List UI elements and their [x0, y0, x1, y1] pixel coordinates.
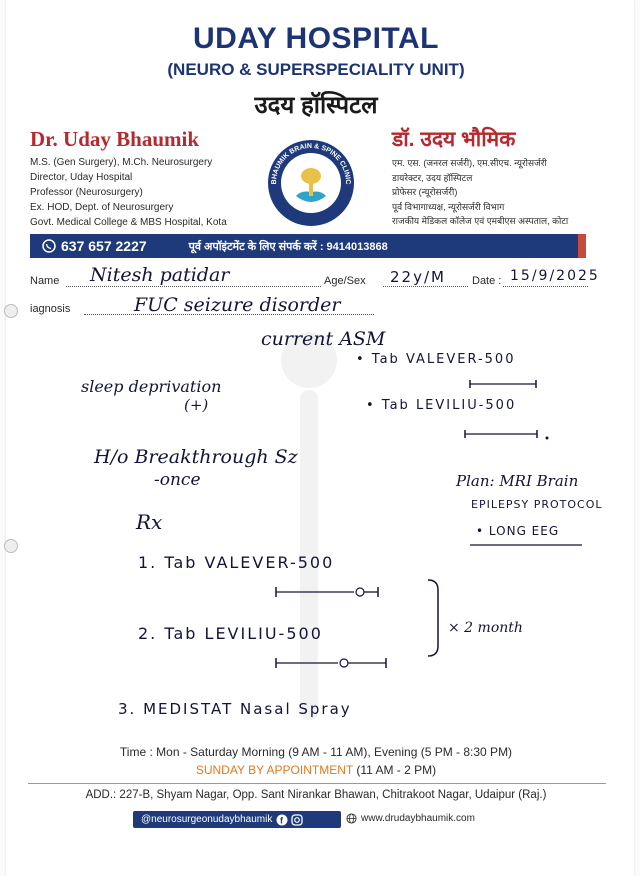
doctor-info-english [30, 127, 270, 230]
qualification-line-hindi: प्रोफेसर (न्यूरोसर्जरी) [392, 187, 458, 197]
history-note: H/o Breakthrough Sz [94, 446, 298, 468]
svg-text:BHAUMIK BRAIN & SPINE CLINIC: BHAUMIK BRAIN & SPINE CLINIC [270, 142, 352, 185]
svg-text:f: f [280, 815, 284, 825]
spine-watermark [274, 330, 344, 730]
patient-name: Nitesh patidar [90, 264, 230, 286]
qualification-line: Ex. HOD, Dept. of Neurosurgery [30, 202, 174, 213]
history-note-2: -once [154, 470, 201, 490]
doctor-info-hindi [392, 125, 622, 229]
diagnosis-label: iagnosis [30, 303, 71, 315]
date-label: Date : [472, 275, 502, 287]
duration-note: × 2 month [448, 620, 523, 636]
hospital-name: UDAY HOSPITAL [193, 22, 439, 55]
website: www.drudaybhaumik.com [346, 813, 475, 824]
dose-marker [463, 428, 553, 442]
sunday-hours: (11 AM - 2 PM) [356, 763, 437, 777]
hospital-name-hindi: उदय हॉस्पिटल [254, 92, 378, 119]
name-line [66, 286, 321, 287]
qualification-line: Govt. Medical College & MBS Hospital, Kota [30, 217, 227, 228]
globe-icon [346, 813, 357, 824]
dose-marker [468, 378, 538, 390]
address: ADD.: 227-B, Shyam Nagar, Opp. Sant Nirankar Bhawan, Chitrakoot Nagar, Udaipur (Raj.) [85, 789, 547, 801]
qualification-line-hindi: डायरेक्टर, उदय हॉस्पिटल [392, 172, 473, 183]
contact-band [30, 234, 586, 258]
diagnosis-text: FUC seizure disorder [134, 294, 341, 316]
footer-divider [28, 783, 606, 784]
clinic-timings: Time : Mon - Saturday Morning (9 AM - 11 AM), Evening (5 PM - 8:30 PM) [119, 745, 513, 759]
phone-number: 637 657 2227 [42, 238, 147, 254]
facebook-icon [276, 814, 288, 826]
rx-symbol: Rx [136, 510, 163, 534]
punch-hole [4, 304, 18, 318]
note-symbol: (+) [184, 396, 209, 414]
rx-item-1: 1. Tab VALEVER-500 [138, 553, 335, 572]
age-sex-label: Age/Sex [324, 275, 366, 287]
age-sex-line [383, 286, 468, 287]
punch-hole [4, 539, 18, 553]
plan-line-1: Plan: MRI Brain [456, 472, 579, 490]
rx-item-2: 2. Tab LEVILIU-500 [138, 624, 323, 643]
dose-marker [274, 585, 384, 599]
prescription-page [6, 0, 634, 876]
qualification-line: M.S. (Gen Surgery), M.Ch. Neurosurgery [30, 157, 213, 168]
date-line [503, 286, 588, 287]
note-text: sleep deprivation [81, 377, 222, 396]
plan-line-2: EPILEPSY PROTOCOL [471, 498, 603, 511]
social-handle: @neurosurgeonudaybhaumik f [133, 811, 341, 828]
appointment-info: पूर्व अपॉइंटमेंट के लिए संपर्क करें : 9414013868 [188, 240, 388, 253]
hospital-unit: (NEURO & SUPERSPECIALITY UNIT) [167, 60, 465, 79]
sunday-highlight: SUNDAY BY APPOINTMENT [195, 763, 353, 777]
name-label: Name [30, 275, 60, 287]
qualification-line-hindi: पूर्व विभागाध्यक्ष, न्यूरोसर्जरी विभाग [392, 201, 505, 212]
plan-underline [470, 542, 585, 548]
current-med-1: • Tab VALEVER-500 [356, 352, 516, 367]
qualification-line: Director, Uday Hospital [30, 172, 133, 183]
band-accent [578, 234, 586, 258]
current-med-2: • Tab LEVILIU-500 [366, 398, 517, 413]
rx-item-3: 3. MEDISTAT Nasal Spray [118, 700, 352, 718]
instagram-icon [291, 814, 303, 826]
dose-marker [274, 656, 394, 670]
patient-age-sex: 22y/M [390, 268, 446, 286]
current-asm-heading: current ASM [261, 328, 386, 350]
bracket [426, 578, 442, 658]
doctor-name: Dr. Uday Bhaumik [30, 127, 200, 151]
clinic-logo-text [266, 138, 356, 228]
visit-date: 15/9/2025 [510, 268, 600, 284]
qualification-line-hindi: राजकीय मेडिकल कॉलेज एवं एमबीएस अस्पताल, कोटा [392, 216, 569, 226]
qualification-line-hindi: एम. एस. (जनरल सर्जरी), एम.सीएच. न्यूरोसर्जरी [392, 158, 547, 168]
doctor-name-hindi: डॉ. उदय भौमिक [392, 128, 516, 151]
sunday-timings [6, 763, 626, 777]
whatsapp-icon [42, 239, 56, 253]
plan-line-3: • LONG EEG [476, 524, 560, 538]
qualification-line: Professor (Neurosurgery) [30, 187, 143, 198]
